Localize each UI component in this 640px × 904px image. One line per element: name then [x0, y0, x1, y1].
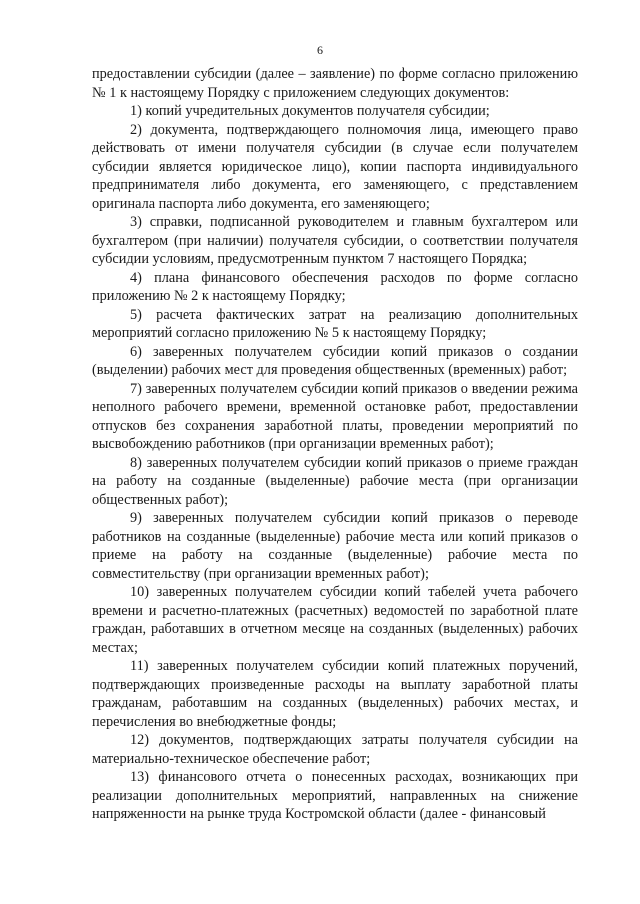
- paragraph-intro: предоставлении субсидии (далее – заявление) по форме согласно приложению № 1 к настоящему Порядку с приложением следующих документов:: [92, 66, 578, 101]
- list-item: 6) заверенных получателем субсидии копий приказов о создании (выделении) рабочих мест для проведения общественных (временных) работ;: [92, 343, 578, 378]
- list-item: 3) справки, подписанной руководителем и главным бухгалтером или бухгалтером (при наличии) получателя субсидии, о соответствии получателя субсидии условиям, предусмотренным пунктом 7 настоящего Порядка;: [92, 214, 578, 267]
- list-item: 2) документа, подтверждающего полномочия лица, имеющего право действовать от имени получателя субсидии (в случае если получателем субсидии является юридическое лицо), копии паспорта индивидуального предпринимателя либо документа, его заменяющего, с представлением оригинала паспорта либо документа, его заменяющего;: [92, 121, 578, 212]
- list-item: 9) заверенных получателем субсидии копий приказов о переводе работников на созданные (выделенные) рабочие места или копий приказов о приеме на работу на созданные (выделенные) рабочие места по совместительству (при организации временных работ);: [92, 510, 578, 582]
- list-item: 13) финансового отчета о понесенных расходах, возникающих при реализации дополнительных мероприятий, направленных на снижение напряженности на рынке труда Костромской области (далее - финансовый: [92, 769, 578, 822]
- document-body: [92, 65, 578, 824]
- list-item: 1) копий учредительных документов получателя субсидии;: [130, 103, 490, 119]
- list-item: 10) заверенных получателем субсидии копий табелей учета рабочего времени и расчетно-платежных (расчетных) ведомостей по заработной плате граждан, работавших в отчетном месяце на созданных (выделенных) рабочих местах;: [92, 584, 578, 656]
- page-number: 6: [317, 43, 323, 57]
- list-item: 11) заверенных получателем субсидии копий платежных поручений, подтверждающих произведенные расходы на выплату заработной платы гражданам, работавшим на созданных (выделенных) рабочих местах, и перечисления во внебюджетные фонды;: [92, 658, 578, 730]
- list-item: 8) заверенных получателем субсидии копий приказов о приеме граждан на работу на созданные (выделенные) рабочие места (при организации общественных работ);: [92, 454, 578, 508]
- list-item: 12) документов, подтверждающих затраты получателя субсидии на материально-техническое обеспечение работ;: [92, 732, 578, 767]
- list-item: 7) заверенных получателем субсидии копий приказов о введении режима неполного рабочего времени, временной остановке работ, предоставлении отпусков без сохранения заработной платы, проведении мероприятий по высвобождению работников (при организации временных работ);: [92, 380, 578, 452]
- list-item: 4) плана финансового обеспечения расходов по форме согласно приложению № 2 к настоящему Порядку;: [92, 269, 578, 304]
- list-item: 5) расчета фактических затрат на реализацию дополнительных мероприятий согласно приложению № 5 к настоящему Порядку;: [92, 306, 578, 341]
